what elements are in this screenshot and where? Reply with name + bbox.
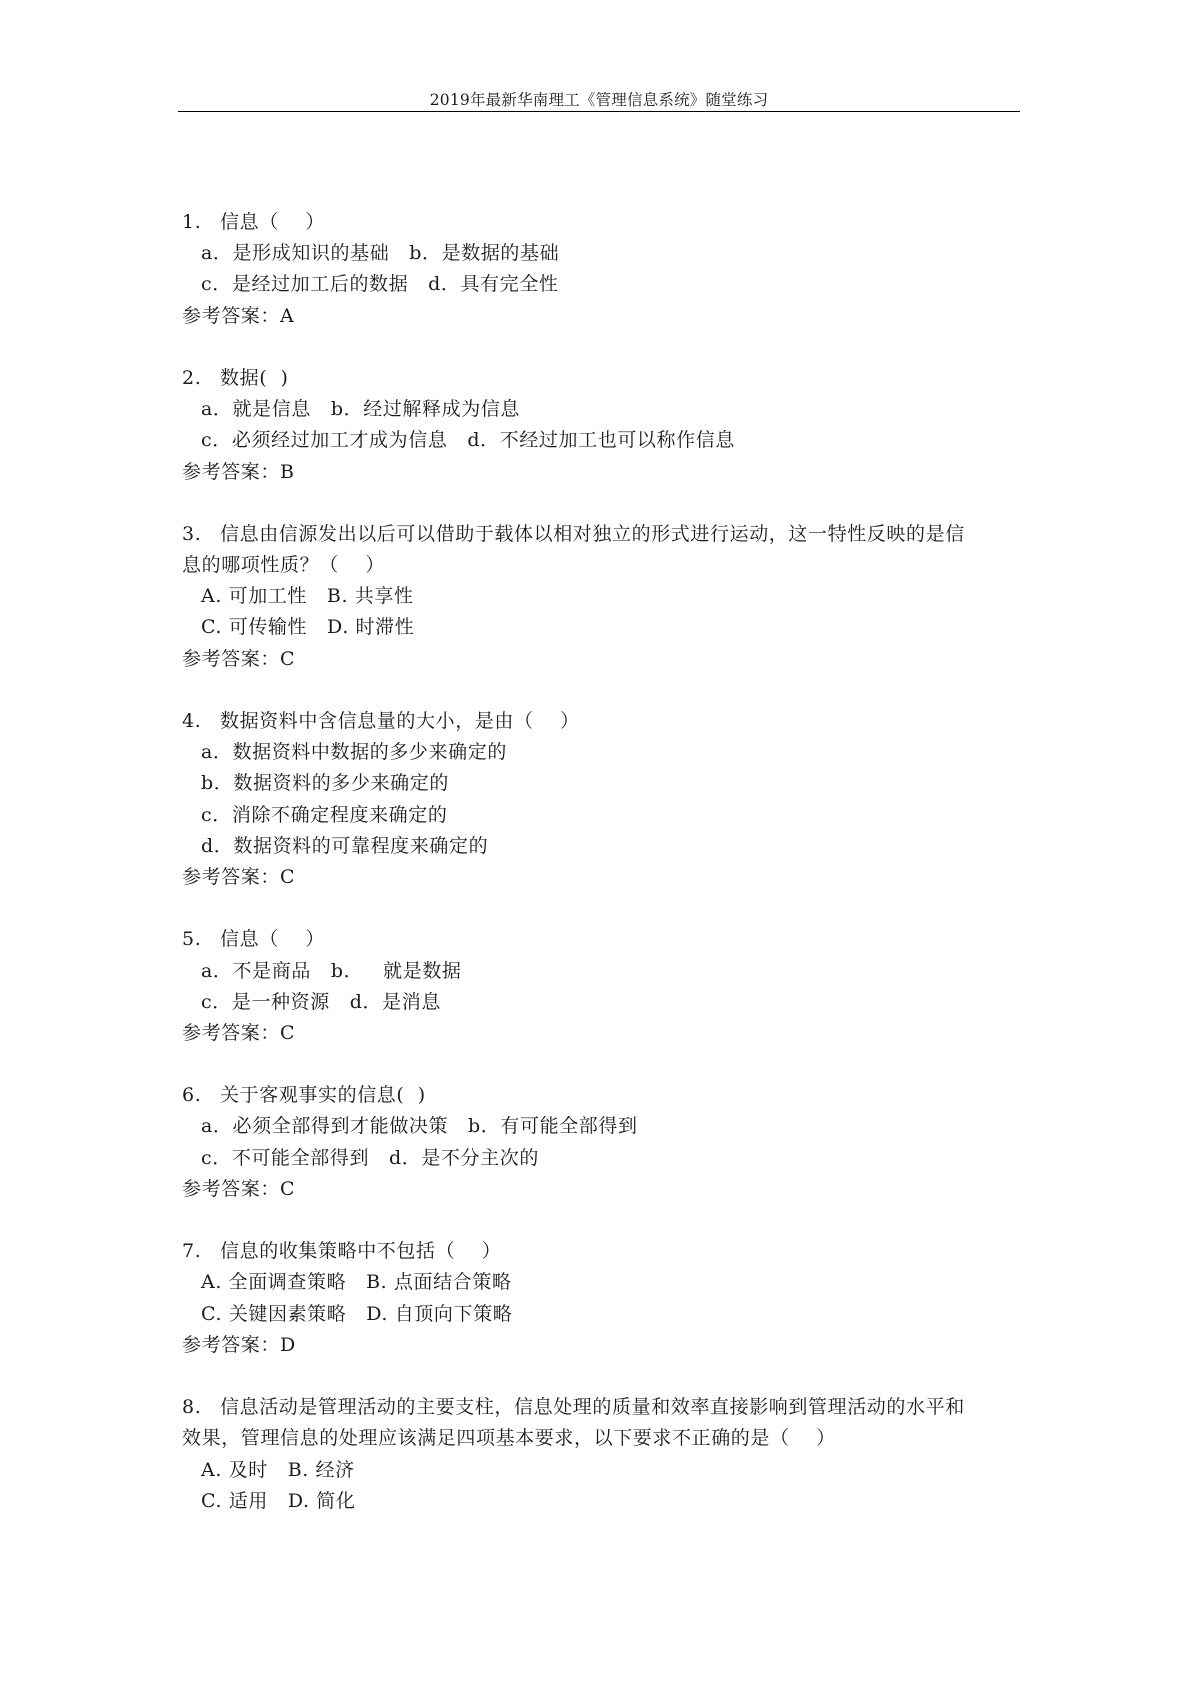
option-line: d．数据资料的可靠程度来确定的 [201, 834, 489, 857]
option-line: a．不是商品 b． 就是数据 [201, 959, 462, 982]
question-4 [182, 706, 1022, 893]
answer-line: 参考答案：D [182, 1333, 296, 1356]
option-line: A. 全面调查策略 B. 点面结合策略 [201, 1271, 512, 1294]
question-number: 2. [182, 366, 202, 389]
option-line: C. 关键因素策略 D. 自顶向下策略 [201, 1302, 513, 1325]
option-line: c．消除不确定程度来确定的 [201, 803, 448, 826]
option-line: a．数据资料中数据的多少来确定的 [201, 741, 507, 764]
option-line: c．是一种资源 d．是消息 [201, 990, 441, 1013]
answer-line: 参考答案：C [182, 647, 296, 670]
question-number: 3. [182, 522, 202, 545]
question-stem: 信息由信源发出以后可以借助于载体以相对独立的形式进行运动，这一特性反映的是信 [220, 522, 965, 545]
question-7 [182, 1236, 1022, 1361]
question-number: 4. [182, 710, 202, 732]
question-stem: 信息活动是管理活动的主要支柱，信息处理的质量和效率直接影响到管理活动的水平和 [220, 1396, 965, 1419]
question-5 [182, 924, 1022, 1049]
option-line: a．是形成知识的基础 b．是数据的基础 [201, 242, 560, 265]
option-line: C. 适用 D. 简化 [201, 1489, 356, 1512]
question-1 [182, 207, 1022, 332]
question-stem: 信息的收集策略中不包括（ ） [220, 1240, 502, 1263]
option-line: c．不可能全部得到 d．是不分主次的 [201, 1146, 539, 1169]
option-line: A. 及时 B. 经济 [201, 1458, 355, 1481]
question-stem-continued: 息的哪项性质？（ ） [182, 554, 385, 577]
question-number: 6. [182, 1084, 202, 1107]
question-3 [182, 519, 1022, 675]
option-line: c．是经过加工后的数据 d．具有完全性 [201, 273, 559, 296]
question-number: 8. [182, 1396, 202, 1419]
option-line: A. 可加工性 B. 共享性 [201, 585, 414, 608]
page-header: 2019年最新华南理工《管理信息系统》随堂练习 [178, 89, 1020, 112]
question-stem: 数据资料中含信息量的大小，是由（ ） [220, 710, 580, 732]
option-line: b．数据资料的多少来确定的 [201, 772, 449, 795]
question-stem-continued: 效果，管理信息的处理应该满足四项基本要求，以下要求不正确的是（ ） [182, 1427, 836, 1450]
answer-line: 参考答案：C [182, 1177, 296, 1200]
question-stem: 信息（ ） [220, 928, 325, 951]
answer-line: 参考答案：C [182, 1021, 296, 1044]
question-list [182, 207, 1022, 1548]
question-number: 5. [182, 928, 202, 951]
answer-line: 参考答案：B [182, 460, 295, 483]
answer-line: 参考答案：C [182, 865, 296, 888]
question-stem: 关于客观事实的信息( ) [220, 1084, 426, 1107]
question-stem: 信息（ ） [220, 211, 325, 233]
question-8 [182, 1392, 1022, 1517]
question-number: 1. [182, 211, 202, 233]
question-number: 7. [182, 1240, 202, 1263]
option-line: a．就是信息 b．经过解释成为信息 [201, 398, 521, 421]
question-2 [182, 363, 1022, 488]
option-line: c．必须经过加工才成为信息 d．不经过加工也可以称作信息 [201, 429, 735, 452]
answer-line: 参考答案：A [182, 304, 295, 327]
option-line: C. 可传输性 D. 时滞性 [201, 616, 415, 639]
option-line: a．必须全部得到才能做决策 b．有可能全部得到 [201, 1115, 638, 1138]
question-stem: 数据( ) [220, 366, 289, 389]
question-6 [182, 1080, 1022, 1205]
